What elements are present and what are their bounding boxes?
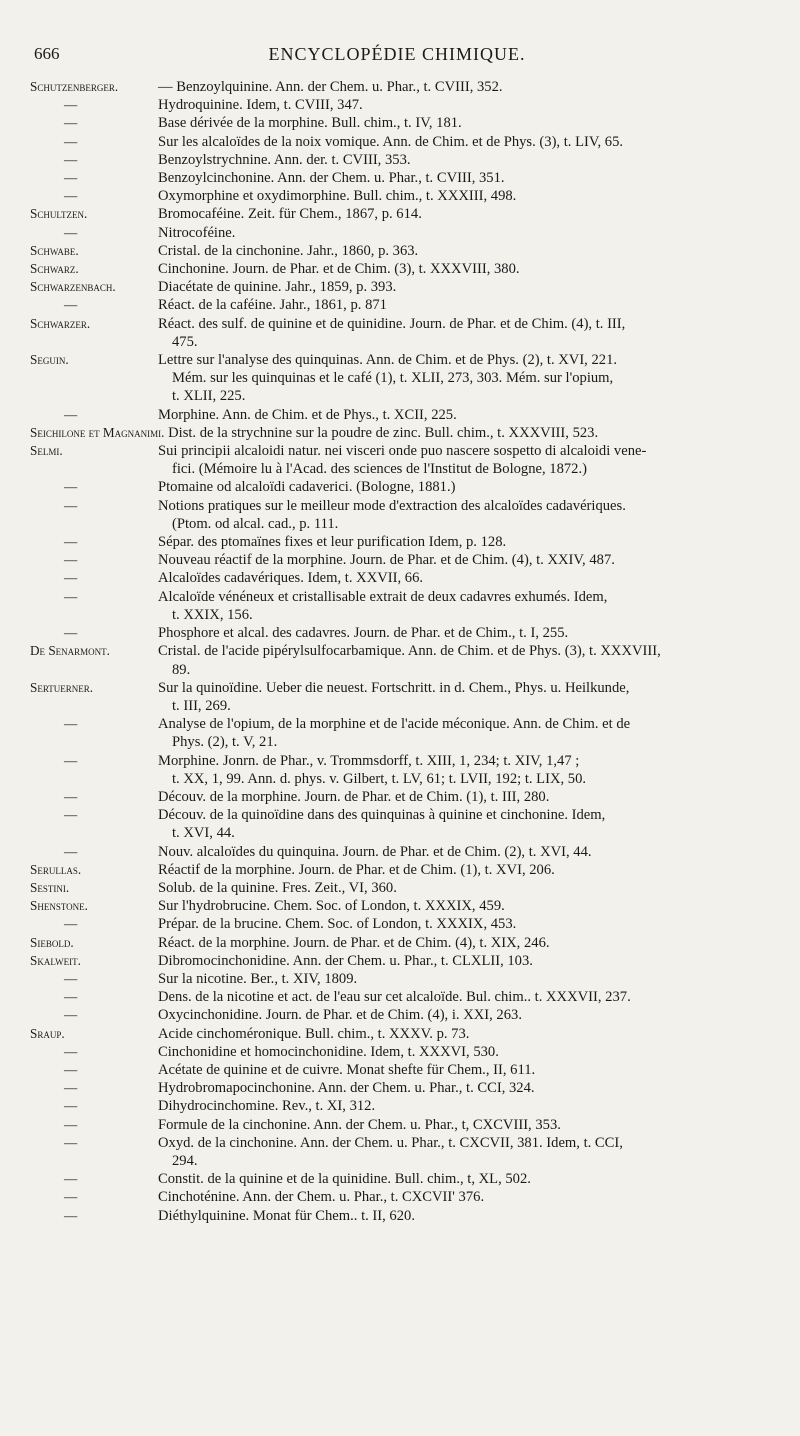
bibliography-entry [30, 715, 770, 751]
entry-text [158, 151, 770, 169]
entry-text [158, 788, 770, 806]
bibliography-entry [30, 679, 770, 715]
bibliography-entry [30, 260, 770, 278]
bibliography-entry [30, 478, 770, 496]
entry-line: Découv. de la morphine. Journ. de Phar. et de Chim. (1), t. III, 280. [158, 788, 550, 805]
entry-text [158, 1170, 770, 1188]
entry-line: Morphine. Jonrn. de Phar., v. Trommsdorff, t. XIII, 1, 234; t. XIV, 1,47 ; [158, 752, 580, 769]
entry-text [158, 315, 770, 351]
page-header [34, 44, 760, 70]
entry-text [158, 442, 770, 478]
bibliography-entry [30, 1097, 770, 1115]
entry-author: — [64, 1080, 78, 1096]
entry-text [158, 224, 770, 242]
entry-author: — [64, 970, 78, 986]
entry-line: t. XVI, 44. [172, 825, 235, 842]
bibliography-entry [30, 114, 770, 132]
entry-text [158, 988, 770, 1006]
entry-line: 89. [172, 661, 191, 678]
entry-author: — [64, 552, 78, 568]
entry-line: Lettre sur l'analyse des quinquinas. Ann. de Chim. et de Phys. (2), t. XVI, 221. [158, 352, 618, 369]
bibliography-entry [30, 133, 770, 151]
entry-text [158, 551, 770, 569]
entry-author: — [64, 1171, 78, 1187]
entry-line: t. XXIX, 156. [172, 606, 253, 623]
entry-line: Réactif de la morphine. Journ. de Phar. et de Chim. (1), t. XVI, 206. [158, 861, 555, 878]
entry-author: Schwarz. [30, 261, 79, 277]
entry-author: Seichilone et Magnanimi. [30, 424, 165, 440]
entry-text [158, 242, 770, 260]
entry-line: Analyse de l'opium, de la morphine et de l'acide méconique. Ann. de Chim. et de [158, 716, 631, 733]
entry-line: Morphine. Ann. de Chim. et de Phys., t. XCII, 225. [158, 406, 457, 423]
entry-line: t. III, 269. [172, 697, 231, 714]
entry-author: Selmi. [30, 443, 63, 459]
bibliography-entry [30, 1116, 770, 1134]
entry-text [158, 96, 770, 114]
entry-text [158, 1025, 770, 1043]
bibliography-entry [30, 497, 770, 533]
entry-text [158, 1079, 770, 1097]
entry-line: Ptomaine od alcaloïdi cadaverici. (Bologne, 1881.) [158, 479, 456, 496]
entry-author: — [64, 133, 78, 149]
entry-author: Shenstone. [30, 898, 88, 914]
entry-text [158, 588, 770, 624]
entry-author: — [64, 297, 78, 313]
bibliography-entry [30, 624, 770, 642]
bibliography-entry [30, 1170, 770, 1188]
bibliography-entry [30, 551, 770, 569]
entry-line: Hydrobromapocinchonine. Ann. der Chem. u. Phar., t. CCI, 324. [158, 1080, 535, 1097]
entry-line: Acétate de quinine et de cuivre. Monat shefte für Chem., II, 611. [158, 1061, 536, 1078]
entry-line: Sui principii alcaloidi natur. nei visceri onde puo nascere sospetto di alcaloidi vene- [158, 443, 647, 460]
entry-author: Schwabe. [30, 242, 79, 258]
entry-line: Découv. de la quinoïdine dans des quinquinas à quinine et cinchonine. Idem, [158, 807, 606, 824]
bibliography-entry [30, 224, 770, 242]
entry-author: — [64, 1043, 78, 1059]
entry-text [158, 1134, 770, 1170]
entry-author: — [64, 788, 78, 804]
entry-line: Notions pratiques sur le meilleur mode d'extraction des alcaloïdes cadavériques. [158, 497, 626, 514]
entry-line: Alcaloïdes cadavériques. Idem, t. XXVII, 66. [158, 570, 424, 587]
entry-author: De Senarmont. [30, 643, 110, 659]
bibliography-entry [30, 187, 770, 205]
entry-text [158, 1207, 770, 1225]
entry-text [158, 934, 770, 952]
bibliography-list [30, 78, 770, 1225]
entry-line: Phosphore et alcal. des cadavres. Journ. de Phar. et de Chim., t. I, 255. [158, 625, 569, 642]
bibliography-entry [30, 151, 770, 169]
entry-line: Sur l'hydrobrucine. Chem. Soc. of London, t. XXXIX, 459. [158, 898, 505, 915]
bibliography-entry [30, 533, 770, 551]
entry-author: Schultzen. [30, 206, 88, 222]
bibliography-entry [30, 96, 770, 114]
bibliography-entry [30, 934, 770, 952]
entry-author: Sraup. [30, 1025, 65, 1041]
entry-line: 475. [172, 333, 198, 350]
entry-text [158, 478, 770, 496]
entry-line: Solub. de la quinine. Fres. Zeit., VI, 360. [158, 879, 397, 896]
entry-author: Sertuerner. [30, 679, 94, 695]
entry-author: — [64, 497, 78, 513]
bibliography-entry [30, 1207, 770, 1225]
entry-author: — [64, 716, 78, 732]
entry-author: — [64, 479, 78, 495]
entry-line: Réact. de la morphine. Journ. de Phar. et de Chim. (4), t. XIX, 246. [158, 934, 550, 951]
bibliography-entry [30, 1079, 770, 1097]
entry-line: Base dérivée de la morphine. Bull. chim., t. IV, 181. [158, 115, 462, 132]
running-title: ENCYCLOPÉDIE CHIMIQUE. [268, 44, 526, 64]
entry-line: Prépar. de la brucine. Chem. Soc. of London, t. XXXIX, 453. [158, 916, 517, 933]
entry-line: Nouv. alcaloïdes du quinquina. Journ. de Phar. et de Chim. (2), t. XVI, 44. [158, 843, 592, 860]
entry-author: — [64, 1098, 78, 1114]
entry-text [158, 1116, 770, 1134]
entry-line: Réact. des sulf. de quinine et de quinidine. Journ. de Phar. et de Chim. (4), t. III, [158, 315, 626, 332]
bibliography-entry [30, 315, 770, 351]
entry-line: Sur la nicotine. Ber., t. XIV, 1809. [158, 970, 358, 987]
entry-author: Siebold. [30, 934, 74, 950]
entry-author: — [64, 843, 78, 859]
entry-author: — [64, 588, 78, 604]
entry-line: Oxyd. de la cinchonine. Ann. der Chem. u. Phar., t. CXCVII, 381. Idem, t. CCI, [158, 1134, 623, 1151]
bibliography-entry [30, 1061, 770, 1079]
entry-author: — [64, 151, 78, 167]
entry-author: — [64, 170, 78, 186]
entry-text [158, 169, 770, 187]
entry-line: t. XLII, 225. [172, 388, 246, 405]
entry-text [158, 952, 770, 970]
entry-line: Dihydrocinchomine. Rev., t. XI, 312. [158, 1098, 376, 1115]
entry-text [158, 624, 770, 642]
bibliography-entry [30, 569, 770, 587]
entry-author: Seguin. [30, 352, 69, 368]
entry-author: — [64, 534, 78, 550]
bibliography-entry [30, 915, 770, 933]
entry-author: Schutzenberger. [30, 79, 119, 94]
entry-text [158, 642, 770, 678]
entry-line: Benzoylstrychnine. Ann. der. t. CVIII, 353. [158, 151, 411, 168]
entry-line: Diacétate de quinine. Jahr., 1859, p. 393. [158, 279, 397, 296]
entry-line: Dibromocinchonidine. Ann. der Chem. u. Phar., t. CLXLII, 103. [158, 952, 533, 969]
bibliography-entry [30, 442, 770, 478]
entry-author: — [64, 1207, 78, 1223]
entry-line: Oxycinchonidine. Journ. de Phar. et de Chim. (4), i. XXI, 263. [158, 1007, 522, 1024]
bibliography-entry [30, 1025, 770, 1043]
entry-author: — [64, 916, 78, 932]
bibliography-entry [30, 242, 770, 260]
entry-author: — [64, 115, 78, 131]
entry-author: — [64, 1061, 78, 1077]
entry-text [158, 715, 770, 751]
entry-text [158, 260, 770, 278]
bibliography-entry [30, 406, 770, 424]
entry-author: — [64, 1007, 78, 1023]
entry-line: Oxymorphine et oxydimorphine. Bull. chim., t. XXXIII, 498. [158, 188, 517, 205]
entry-text [30, 424, 770, 442]
entry-line: Constit. de la quinine et de la quinidine. Bull. chim., t, XL, 502. [158, 1171, 531, 1188]
entry-text [158, 205, 770, 223]
entry-line: (Ptom. od alcal. cad., p. 111. [172, 515, 339, 532]
entry-line: Diéthylquinine. Monat für Chem.. t. II, 620. [158, 1207, 415, 1224]
entry-text [158, 78, 770, 96]
entry-author: Skalweit. [30, 952, 81, 968]
entry-text [158, 114, 770, 132]
bibliography-entry [30, 78, 770, 96]
page-number: 666 [34, 44, 60, 63]
bibliography-entry [30, 897, 770, 915]
entry-line: Mém. sur les quinquinas et le café (1), t. XLII, 273, 303. Mém. sur l'opium, [172, 370, 614, 387]
bibliography-entry [30, 879, 770, 897]
entry-line: Hydroquinine. Idem, t. CVIII, 347. [158, 97, 363, 114]
bibliography-entry [30, 970, 770, 988]
entry-text [158, 296, 770, 314]
bibliography-entry [30, 843, 770, 861]
entry-text [158, 533, 770, 551]
bibliography-entry [30, 752, 770, 788]
entry-line: Réact. de la caféine. Jahr., 1861, p. 871 [158, 297, 387, 314]
entry-text [158, 897, 770, 915]
entry-author: — [64, 807, 78, 823]
entry-author: — [64, 188, 78, 204]
entry-text [158, 861, 770, 879]
entry-text [158, 278, 770, 296]
entry-author: Serullas. [30, 861, 82, 877]
bibliography-entry [30, 296, 770, 314]
bibliography-entry [30, 278, 770, 296]
bibliography-entry [30, 988, 770, 1006]
bibliography-entry [30, 1188, 770, 1206]
entry-author: — [64, 1116, 78, 1132]
entry-line: Cinchoténine. Ann. der Chem. u. Phar., t. CXCVII' 376. [158, 1189, 485, 1206]
bibliography-entry [30, 169, 770, 187]
entry-text [158, 679, 770, 715]
bibliography-entry [30, 205, 770, 223]
entry-text [158, 970, 770, 988]
entry-text [158, 1006, 770, 1024]
entry-line: Cristal. de la cinchonine. Jahr., 1860, p. 363. [158, 242, 419, 259]
entry-author: Sestini. [30, 879, 70, 895]
entry-line: Cristal. de l'acide pipérylsulfocarbamique. Ann. de Chim. et de Phys. (3), t. XXXVIII, [158, 643, 661, 660]
entry-line: Sur les alcaloïdes de la noix vomique. Ann. de Chim. et de Phys. (3), t. LIV, 65. [158, 133, 624, 150]
entry-author: — [64, 1189, 78, 1205]
entry-line: Sur la quinoïdine. Ueber die neuest. Fortschritt. in d. Chem., Phys. u. Heilkunde, [158, 679, 630, 696]
entry-text [158, 133, 770, 151]
entry-line: Dens. de la nicotine et act. de l'eau sur cet alcaloïde. Bul. chim.. t. XXXVII, 237. [158, 989, 631, 1006]
entry-line: Acide cinchoméronique. Bull. chim., t. XXXV. p. 73. [158, 1025, 470, 1042]
entry-line: Nitrocoféine. [158, 224, 236, 241]
entry-line: 294. [172, 1152, 198, 1169]
bibliography-entry [30, 351, 770, 406]
entry-line: Phys. (2), t. V, 21. [172, 734, 278, 751]
entry-line: Benzoylcinchonine. Ann. der Chem. u. Phar., t. CVIII, 351. [158, 170, 505, 187]
entry-line: Cinchonine. Journ. de Phar. et de Chim. (3), t. XXXVIII, 380. [158, 261, 520, 278]
entry-line: Sépar. des ptomaïnes fixes et leur purification Idem, p. 128. [158, 534, 507, 551]
entry-line: Formule de la cinchonine. Ann. der Chem. u. Phar., t, CXCVIII, 353. [158, 1116, 561, 1133]
bibliography-entry [30, 642, 770, 678]
entry-text [158, 406, 770, 424]
entry-text [158, 1043, 770, 1061]
bibliography-entry [30, 861, 770, 879]
entry-text [158, 351, 770, 406]
entry-text [158, 187, 770, 205]
entry-text [158, 1097, 770, 1115]
entry-text [158, 497, 770, 533]
bibliography-entry [30, 788, 770, 806]
entry-line: Cinchonidine et homocinchonidine. Idem, t. XXXVI, 530. [158, 1043, 499, 1060]
bibliography-entry [30, 588, 770, 624]
entry-author: Schwarzenbach. [30, 279, 116, 295]
bibliography-entry [30, 1043, 770, 1061]
entry-text [158, 1061, 770, 1079]
entry-author: — [64, 224, 78, 240]
entry-line: t. XX, 1, 99. Ann. d. phys. v. Gilbert, t. LV, 61; t. LVII, 192; t. LIX, 50. [172, 770, 587, 787]
entry-author: — [64, 97, 78, 113]
entry-author: — [64, 570, 78, 586]
entry-line: fici. (Mémoire lu à l'Acad. des sciences de l'Institut de Bologne, 1872.) [172, 461, 587, 478]
entry-author: — [64, 625, 78, 641]
bibliography-entry [30, 952, 770, 970]
entry-text [158, 843, 770, 861]
entry-author: — [64, 989, 78, 1005]
entry-text [158, 752, 770, 788]
entry-author: Schwarzer. [30, 315, 91, 331]
entry-text [158, 806, 770, 842]
bibliography-entry [30, 424, 770, 442]
entry-line: Dist. de la strychnine sur la poudre de zinc. Bull. chim., t. XXXVIII, 523. [168, 424, 599, 441]
entry-line: Alcaloïde vénéneux et cristallisable extrait de deux cadavres exhumés. Idem, [158, 588, 608, 605]
entry-line: — Benzoylquinine. Ann. der Chem. u. Phar., t. CVIII, 352. [158, 79, 503, 95]
entry-line: Bromocaféine. Zeit. für Chem., 1867, p. 614. [158, 206, 422, 223]
bibliography-entry [30, 1006, 770, 1024]
bibliography-entry [30, 1134, 770, 1170]
entry-author: — [64, 1134, 78, 1150]
bibliography-entry [30, 806, 770, 842]
entry-text [158, 879, 770, 897]
entry-text [158, 915, 770, 933]
entry-text [158, 1188, 770, 1206]
entry-line: Nouveau réactif de la morphine. Journ. de Phar. et de Chim. (4), t. XXIV, 487. [158, 552, 615, 569]
entry-author: — [64, 406, 78, 422]
entry-text [158, 569, 770, 587]
entry-author: — [64, 752, 78, 768]
